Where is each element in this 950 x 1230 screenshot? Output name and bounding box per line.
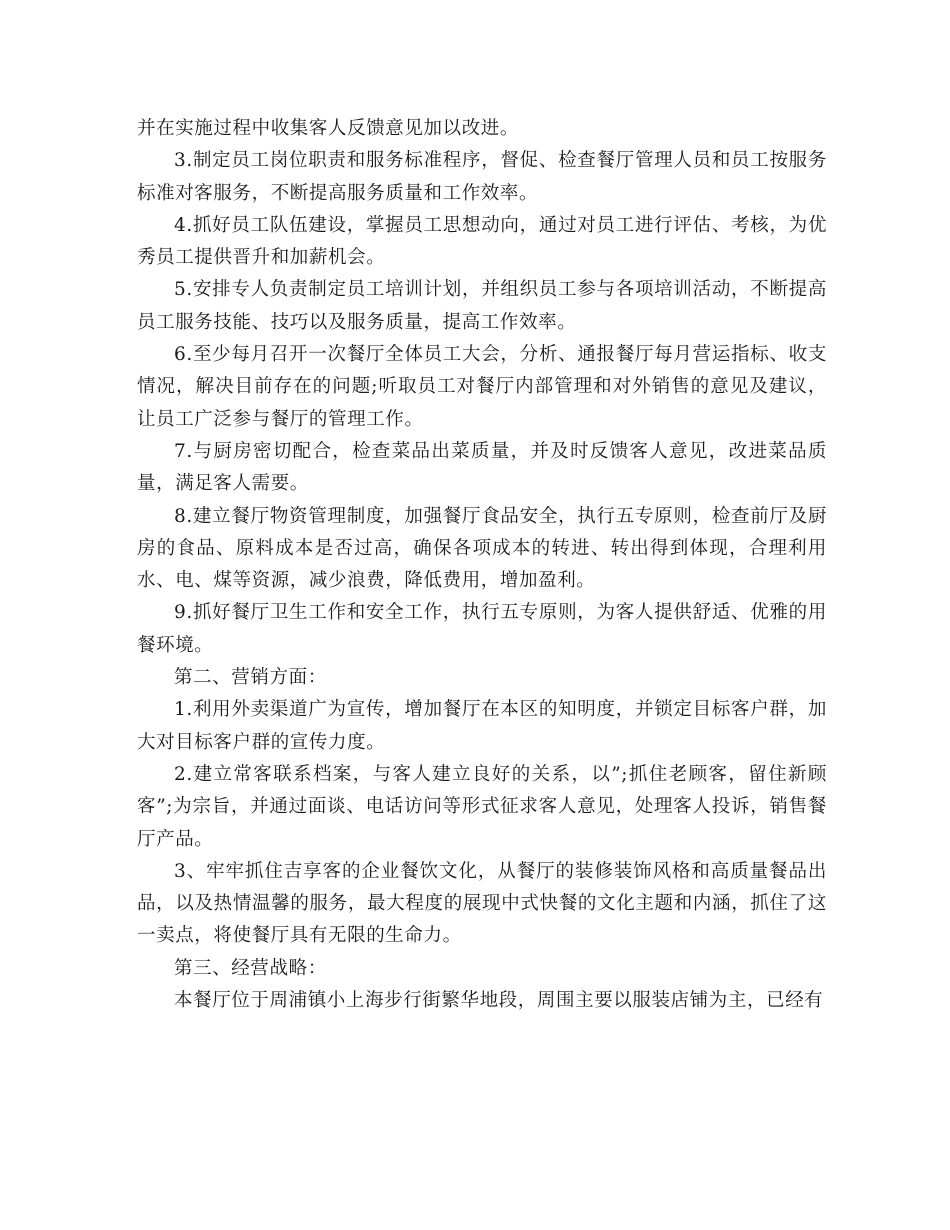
section-heading: 第二、营销方面： bbox=[174, 667, 327, 689]
paragraph: 7.与厨房密切配合，检查菜品出菜质量，并及时反馈客人意见，改进菜品质量，满足客人需要。 bbox=[137, 440, 827, 495]
paragraph: 2.建立常客联系档案，与客人建立良好的关系，以”;抓住老顾客，留住新顾客”;为宗旨，并通过面谈、电话访问等形式征求客人意见，处理客人投诉，销售餐厅产品。 bbox=[137, 763, 827, 850]
paragraph: 本餐厅位于周浦镇小上海步行街繁华地段，周围主要以服装店铺为主，已经有 bbox=[174, 990, 824, 1012]
paragraph: 8.建立餐厅物资管理制度，加强餐厅食品安全，执行五专原则，检查前厅及厨房的食品、原料成本是否过高，确保各项成本的转进、转出得到体现，合理利用水、电、煤等资源，减少浪费，降低费用，增加盈利。 bbox=[137, 505, 827, 592]
paragraph: 3.制定员工岗位职责和服务标准程序，督促、检查餐厅管理人员和员工按服务标准对客服务，不断提高服务质量和工作效率。 bbox=[137, 150, 827, 204]
paragraph: 并在实施过程中收集客人反馈意见加以改进。 bbox=[137, 118, 520, 139]
paragraph: 5.安排专人负责制定员工培训计划，并组织员工参与各项培训活动，不断提高员工服务技能、技巧以及服务质量，提高工作效率。 bbox=[137, 279, 827, 333]
paragraph: 3、牢牢抓住吉享客的企业餐饮文化，从餐厅的装修装饰风格和高质量餐品出品，以及热情温馨的服务，最大程度的展现中式快餐的文化主题和内涵，抓住了这一卖点，将使餐厅具有无限的生命力。 bbox=[137, 860, 827, 947]
paragraph: 6.至少每月召开一次餐厅全体员工大会，分析、通报餐厅每月营运指标、收支情况，解决目前存在的问题;听取员工对餐厅内部管理和对外销售的意见及建议，让员工广泛参与餐厅的管理工作。 bbox=[137, 344, 827, 430]
paragraph: 4.抓好员工队伍建设，掌握员工思想动向，通过对员工进行评估、考核，为优秀员工提供晋升和加薪机会。 bbox=[137, 214, 827, 269]
paragraph: 9.抓好餐厅卫生工作和安全工作，执行五专原则，为客人提供舒适、优雅的用餐环境。 bbox=[137, 602, 827, 656]
document-body bbox=[137, 113, 827, 1017]
section-heading: 第三、经营战略： bbox=[174, 957, 327, 979]
paragraph: 1.利用外卖渠道广为宣传，增加餐厅在本区的知明度，并锁定目标客户群，加大对目标客户群的宣传力度。 bbox=[137, 699, 827, 753]
